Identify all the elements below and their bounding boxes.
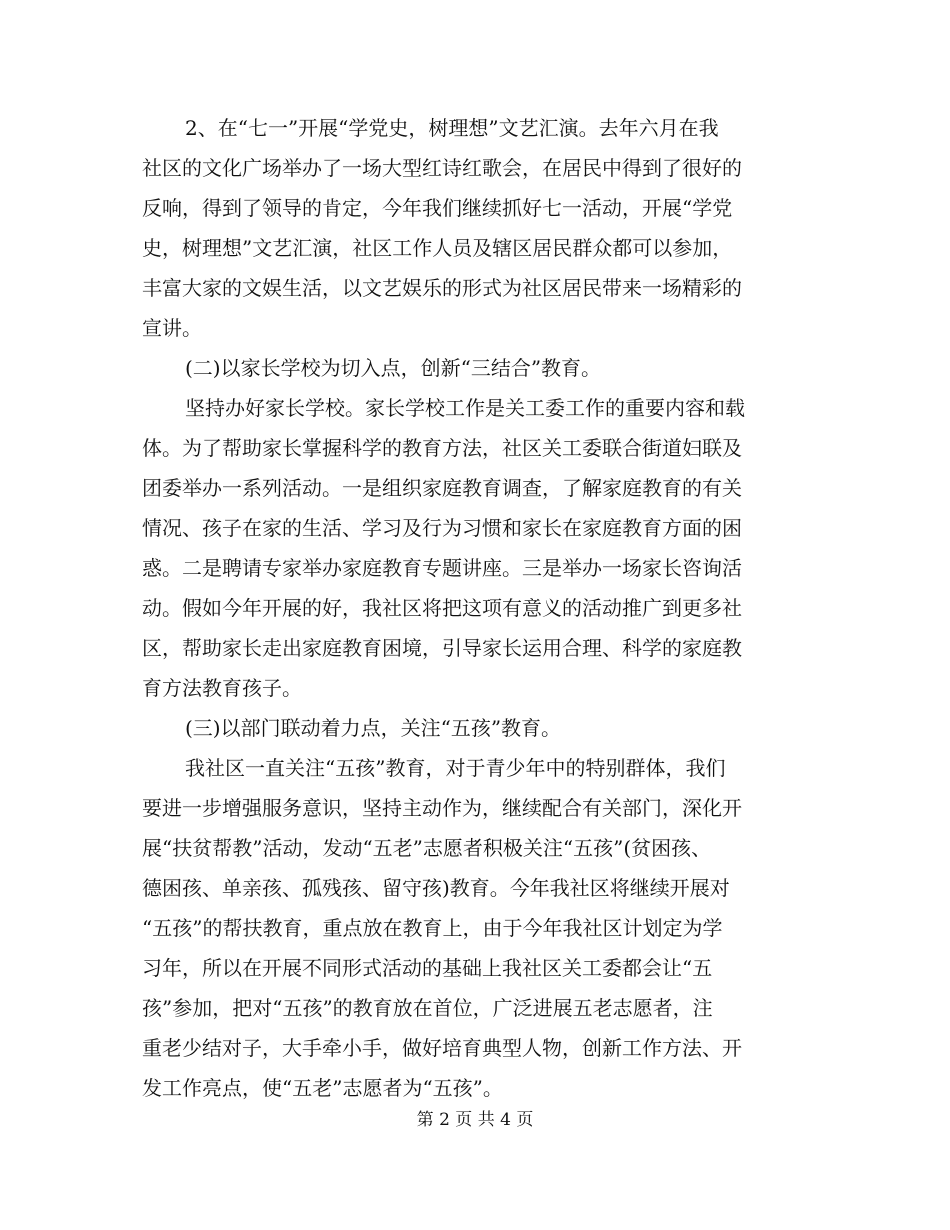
document-body	[142, 108, 822, 1108]
section-heading: (三)以部门联动着力点，关注“五孩”教育。	[185, 716, 562, 740]
paragraph-line: 动。假如今年开展的好，我社区将把这项有意义的活动推广到更多社	[142, 596, 742, 620]
paragraph-line: 我社区一直关注“五孩”教育，对于青少年中的特别群体，我们	[185, 756, 726, 780]
paragraph-line: 德困孩、单亲孩、孤残孩、留守孩)教育。今年我社区将继续开展对	[142, 876, 730, 900]
paragraph-line: 重老少结对子，大手牵小手，做好培育典型人物，创新工作方法、开	[142, 1036, 742, 1060]
paragraph-line: 展“扶贫帮教”活动，发动“五老”志愿者积极关注“五孩”(贫困孩、	[142, 836, 712, 860]
paragraph-line: 坚持办好家长学校。家长学校工作是关工委工作的重要内容和载	[185, 396, 745, 420]
paragraph-line: 社区的文化广场举办了一场大型红诗红歌会，在居民中得到了很好的	[142, 156, 742, 180]
paragraph-line: 发工作亮点，使“五老”志愿者为“五孩”。	[142, 1076, 503, 1100]
paragraph-line: 史，树理想”文艺汇演，社区工作人员及辖区居民群众都可以参加，	[142, 236, 733, 260]
paragraph-line: 丰富大家的文娱生活，以文艺娱乐的形式为社区居民带来一场精彩的	[142, 276, 742, 300]
paragraph-line: 体。为了帮助家长掌握科学的教育方法，社区关工委联合街道妇联及	[142, 436, 742, 460]
paragraph-line: 宣讲。	[142, 316, 202, 340]
paragraph-line: 惑。二是聘请专家举办家庭教育专题讲座。三是举办一场家长咨询活	[142, 556, 742, 580]
paragraph-line: 2、在“七一”开展“学党史，树理想”文艺汇演。去年六月在我	[185, 116, 719, 140]
paragraph-line: 育方法教育孩子。	[142, 676, 302, 700]
section-heading: (二)以家长学校为切入点，创新“三结合”教育。	[185, 356, 602, 380]
paragraph-line: 习年，所以在开展不同形式活动的基础上我社区关工委都会让“五	[142, 956, 713, 980]
paragraph-line: 孩”参加，把对“五孩”的教育放在首位，广泛进展五老志愿者，注	[142, 996, 713, 1020]
paragraph-line: 团委举办一系列活动。一是组织家庭教育调查，了解家庭教育的有关	[142, 476, 742, 500]
paragraph-line: 区，帮助家长走出家庭教育困境，引导家长运用合理、科学的家庭教	[142, 636, 742, 660]
paragraph-line: 情况、孩子在家的生活、学习及行为习惯和家长在家庭教育方面的困	[142, 516, 742, 540]
paragraph-line: “五孩”的帮扶教育，重点放在教育上，由于今年我社区计划定为学	[142, 916, 723, 940]
paragraph-line: 要进一步增强服务意识，坚持主动作为，继续配合有关部门，深化开	[142, 796, 742, 820]
paragraph-line: 反响，得到了领导的肯定，今年我们继续抓好七一活动，开展“学党	[142, 196, 733, 220]
page-number-footer: 第 2 页 共 4 页	[416, 1110, 534, 1130]
